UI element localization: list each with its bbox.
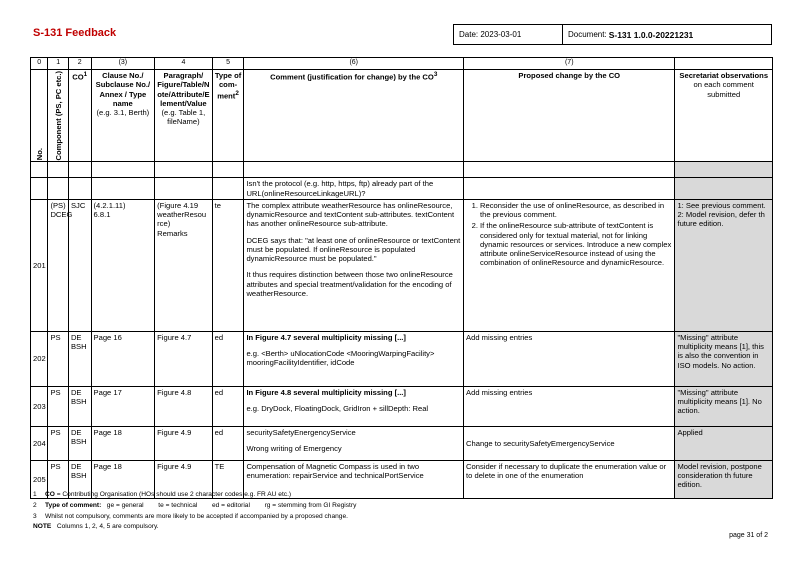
secretariat-cell [675, 162, 773, 178]
proposed-item: 1. Reconsider the use of onlineResource, as described in the previous comment. [480, 201, 672, 220]
blank-row [31, 162, 773, 178]
footnote-number: 3 [33, 513, 37, 520]
proposed-cell [464, 426, 675, 460]
comment-cell [244, 426, 464, 460]
comment-paragraph: It thus requires distinction between those two onlineResource attributes and special treatment/validation for the encoding of weatherResource. [246, 270, 453, 298]
header-component-text: Component [53, 118, 63, 161]
header-comment-sup: 3 [433, 71, 438, 78]
col-number: 5 [212, 58, 244, 70]
paragraph-line: Remarks [157, 228, 188, 238]
column-header-row [31, 70, 773, 162]
proposed-cell: Add missing entries [464, 331, 675, 386]
row-number: 203 [31, 386, 48, 426]
table-row [31, 178, 773, 200]
row-number: 202 [31, 331, 48, 386]
footnote-text: Whilst not compulsory, comments are more likely to be accepted if accompanied by a proposed change. [45, 513, 348, 520]
co-cell: DE BSH [68, 426, 91, 460]
comment-paragraph: In Figure 4.7 several multiplicity missing [...] [246, 332, 406, 342]
footnote-key: Type of comment: [45, 502, 102, 509]
proposed-cell: Add missing entries [464, 386, 675, 426]
proposed-list [466, 201, 672, 268]
date-field [453, 24, 563, 45]
component-line: (PS) [50, 200, 66, 210]
secretariat-cell [675, 178, 773, 200]
table-row [31, 199, 773, 331]
footnote-note [33, 524, 159, 531]
comment-paragraph: e.g. DryDock, FloatingDock, GridIron + sillDepth: Real [246, 404, 429, 414]
document-label: Document: [568, 30, 607, 39]
header-type-sup: 2 [235, 89, 239, 97]
header-co-label: CO [72, 72, 84, 82]
footnote-3 [33, 514, 348, 521]
secretariat-cell [675, 199, 773, 331]
paragraph-line: weatherResou rce) [157, 210, 207, 229]
secretariat-line: 2: Model revision, defer th future edition. [677, 210, 765, 229]
footnote-number: 1 [33, 491, 37, 498]
header-type-label: Type of com- ment [214, 71, 242, 101]
header-component [48, 70, 69, 162]
table-row [31, 386, 773, 426]
co-cell: DE BSH [68, 386, 91, 426]
header-component-sub: (PS, PC etc.) [53, 71, 63, 117]
header-secretariat-sub: on each comment submitted [693, 80, 754, 99]
component-line: DCEG [50, 210, 73, 220]
header-secretariat [675, 70, 773, 162]
header-clause-label: Clause No./ Subclause No./ Annex / Type name [95, 71, 151, 108]
type-cell: TE [212, 460, 244, 498]
header-paragraph [155, 70, 212, 162]
header-co-sup: 1 [83, 71, 88, 78]
header-type [212, 70, 244, 162]
clause-cell: Page 18 [91, 460, 155, 498]
col-number: (7) [464, 58, 675, 70]
clause-cell [91, 199, 155, 331]
component-cell [48, 199, 73, 331]
type-cell: ed [212, 331, 244, 386]
clause-line: (4.2.1.11) [93, 200, 126, 210]
comment-cell [244, 331, 464, 386]
comment-paragraph: e.g. <Berth> uNlocationCode <MooringWarpingFacility> mooringFacilityIdentifier, idCode [246, 349, 435, 368]
proposed-cell [464, 199, 675, 331]
header-proposed-label: Proposed change by the CO [518, 71, 621, 80]
secretariat-cell: "Missing" attribute multiplicity means [1]. No action. [675, 386, 773, 426]
clause-cell: Page 17 [91, 386, 155, 426]
comment-paragraph: The complex attribute weatherResource has onlineResource, dynamicResource and textContent sub-attributes. textContent has another onlineResource sub-attribute. [246, 200, 455, 229]
col-number: 2 [68, 58, 91, 70]
comment-cell [244, 199, 464, 331]
footnote-number: 2 [33, 502, 37, 509]
header-co [68, 70, 91, 162]
table-row [31, 331, 773, 386]
component-cell: PS [48, 331, 69, 386]
header-no-label: No. [34, 148, 44, 161]
col-number: 1 [48, 58, 69, 70]
header-comment [244, 70, 464, 162]
header-comment-label: Comment (justification for change) by the CO [270, 72, 434, 82]
comment-paragraph: DCEG says that: "at least one of onlineResource or textContent must be populated. If onlineResource is populated dynamicResource must be populated." [246, 235, 461, 264]
paragraph-line: (Figure 4.19 [157, 200, 199, 210]
secretariat-line: 1: See previous comment. [677, 200, 766, 210]
col-number: 4 [155, 58, 212, 70]
header-component-label [54, 71, 63, 160]
comment-cell: Compensation of Magnetic Compass is used in two enumeration: repairService and technicalPortService [244, 460, 464, 498]
comment-cell: Isn't the protocol (e.g. http, https, ftp) already part of the URL(onlineResourceLinkageURL)? [244, 178, 464, 200]
secretariat-cell: Applied [675, 426, 773, 460]
note-text: Columns 1, 2, 4, 5 are compulsory. [51, 523, 159, 530]
document-title: S-131 Feedback [33, 27, 117, 39]
type-cell: te [212, 199, 244, 331]
proposed-cell: Consider if necessary to duplicate the enumeration value or to delete in one of the enumeration [464, 460, 675, 498]
date-value: Date: 2023-03-01 [459, 30, 522, 39]
co-cell: DE BSH [68, 331, 91, 386]
paragraph-cell: Figure 4.9 [155, 426, 212, 460]
component-cell: PS [48, 460, 69, 498]
header-clause-sub: (e.g. 3.1, Berth) [96, 108, 150, 117]
clause-cell: Page 18 [91, 426, 155, 460]
header-paragraph-sub: (e.g. Table 1, fileName) [161, 108, 206, 127]
footnote-text: ge = general te = technical ed = editorial rg = stemming from GI Registry [101, 502, 357, 509]
footnote-1 [33, 492, 291, 499]
header-clause [91, 70, 155, 162]
clause-cell: Page 16 [91, 331, 155, 386]
proposed-text: Change to securitySafetyEmergencyService [466, 438, 615, 448]
row-number: 204 [31, 426, 48, 460]
comment-cell [244, 386, 464, 426]
clause-line: 6.8.1 [93, 210, 111, 220]
document-value: S-131 1.0.0-20221231 [608, 29, 694, 40]
co-cell: SJC [68, 199, 91, 331]
component-cell: PS [48, 426, 69, 460]
proposed-item: 2. If the onlineResource sub-attribute of textContent is considered only for textual material, not for linking dynamic resources or services. Introduce a new complex attribute onlineServiceResource instead of using the combination of onlineResource and dynamicResource. [480, 221, 672, 267]
column-number-row [31, 58, 773, 70]
table-row [31, 426, 773, 460]
secretariat-cell: Model revision, postpone consideration th future edition. [675, 460, 773, 498]
component-cell: PS [48, 386, 69, 426]
paragraph-cell: Figure 4.8 [155, 386, 212, 426]
note-key: NOTE [33, 523, 52, 530]
type-cell: ed [212, 426, 244, 460]
header-secretariat-label: Secretariat observations [679, 71, 769, 80]
comment-paragraph: securitySafetyEnergencyService [246, 427, 356, 437]
row-number: 205 [31, 460, 48, 498]
co-cell: DE BSH [68, 460, 91, 498]
col-number: 0 [31, 58, 48, 70]
header-proposed [464, 70, 675, 162]
secretariat-cell: "Missing" attribute multiplicity means [1], this is also the convention in ISO models. No action. [675, 331, 773, 386]
col-number [675, 58, 773, 70]
feedback-table [30, 57, 773, 499]
col-number: (3) [91, 58, 155, 70]
page-number: page 31 of 2 [729, 532, 768, 539]
footnote-key: CO [45, 491, 55, 498]
type-cell: ed [212, 386, 244, 426]
header-paragraph-label: Paragraph/ Figure/Table/N ote/Attribute/E lement/Value [157, 71, 210, 108]
paragraph-cell [155, 199, 212, 331]
col-number: (6) [244, 58, 464, 70]
footnote-2 [33, 503, 356, 510]
paragraph-cell: Figure 4.7 [155, 331, 212, 386]
header-no [31, 70, 48, 162]
comment-paragraph: Wrong writing of Emergency [246, 444, 342, 454]
paragraph-cell: Figure 4.9 [155, 460, 212, 498]
row-number: 201 [31, 199, 48, 331]
footnote-text: = Contributing Organisation (HOs should use 2 character codes e.g. FR AU etc.) [54, 491, 292, 498]
document-field [562, 24, 772, 45]
comment-paragraph: In Figure 4.8 several multiplicity missing [...] [246, 387, 406, 397]
